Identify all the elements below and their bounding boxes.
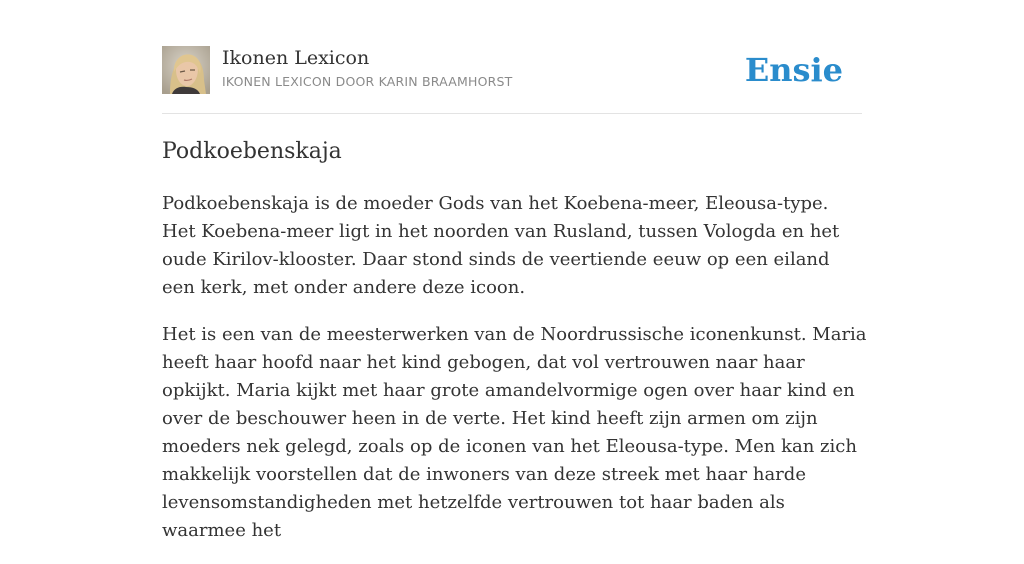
avatar[interactable] [162,46,210,94]
author-header [162,46,862,96]
page-title: Podkoebenskaja [162,139,342,164]
author-portrait-image [162,46,210,94]
header-divider [162,113,862,114]
author-subtitle[interactable]: IKONEN LEXICON DOOR KARIN BRAAMHORST [222,74,513,89]
brand-logo[interactable]: Ensie [744,51,843,89]
article-body [162,190,867,564]
author-name[interactable]: Ikonen Lexicon [222,47,370,69]
article-paragraph: Het is een van de meesterwerken van de Noordrussische iconenkunst. Maria heeft haar hoofd naar het kind gebogen, dat vol vertrouwen naar haar opkijkt. Maria kijkt met haar grote amandelvormige ogen over haar kind en over de beschouwer heen in de verte. Het kind heeft zijn armen om zijn moeders nek gelegd, zoals op de iconen van het Eleousa-type. Men kan zich makkelijk voorstellen dat de inwoners van deze streek met haar harde levensomstandigheden met hetzelfde vertrouwen tot haar baden als waarmee het [162,324,867,541]
article-paragraph: Podkoebenskaja is de moeder Gods van het Koebena-meer, Eleousa-type. Het Koebena-meer ligt in het noorden van Rusland, tussen Vologda en het oude Kirilov-klooster. Daar stond sinds de veertiende eeuw op een eiland een kerk, met onder andere deze icoon. [162,193,840,298]
